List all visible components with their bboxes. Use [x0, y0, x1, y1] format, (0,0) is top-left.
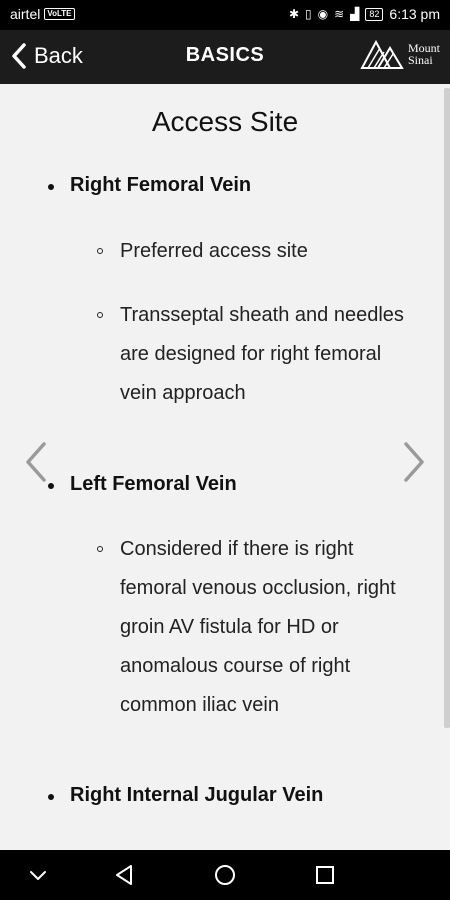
item-label: Left Femoral Vein	[70, 473, 237, 495]
logo-text-line1: Mount	[407, 41, 440, 55]
system-nav-bar	[0, 850, 450, 900]
home-circle-icon[interactable]	[212, 862, 238, 888]
bullet-icon	[48, 794, 54, 800]
status-bar	[0, 0, 450, 30]
status-right	[289, 6, 440, 22]
hollow-bullet-icon	[97, 248, 103, 254]
mountain-logo-icon	[360, 38, 404, 70]
eye-comfort-icon: ◉	[317, 7, 329, 21]
recents-square-icon[interactable]	[312, 862, 338, 888]
logo-text-line2: Sinai	[407, 53, 433, 67]
clock: 6:13 pm	[389, 6, 440, 22]
volte-badge: VoLTE	[44, 8, 74, 20]
vibrate-icon: ▯	[305, 7, 312, 21]
item-label: Right Internal Jugular Vein	[70, 784, 324, 806]
signal-icon: ▟	[350, 7, 360, 21]
prev-page-arrow-icon[interactable]	[22, 440, 50, 484]
next-page-arrow-icon[interactable]	[400, 440, 428, 484]
app-bar	[0, 30, 450, 84]
battery-level: 82	[369, 8, 380, 19]
back-label: Back	[34, 43, 83, 68]
status-left	[10, 6, 75, 22]
hollow-bullet-icon	[97, 312, 103, 318]
sub-item-text: Transseptal sheath and needles are designed for right femoral vein approach	[120, 304, 404, 404]
item-label: Right Femoral Vein	[70, 174, 252, 196]
sub-item-text: Considered if there is right femoral venous occlusion, right groin AV fistula for HD or anomalous course of right common iliac vein	[120, 538, 396, 716]
wifi-icon: ≋	[334, 7, 345, 21]
carrier-name: airtel	[10, 6, 41, 22]
bullet-icon	[48, 184, 54, 190]
bluetooth-icon: ✱	[288, 7, 299, 21]
section-heading: Access Site	[151, 106, 299, 137]
content-area	[0, 84, 450, 850]
sub-item-text: Preferred access site	[120, 240, 308, 262]
mount-sinai-logo	[360, 38, 440, 70]
battery-icon	[365, 8, 383, 21]
page-title: BASICS	[185, 44, 265, 66]
logo-text	[408, 42, 440, 66]
hollow-bullet-icon	[97, 546, 103, 552]
back-triangle-icon[interactable]	[112, 862, 138, 888]
scrollbar[interactable]	[444, 88, 450, 728]
chevron-down-icon[interactable]	[25, 862, 51, 888]
